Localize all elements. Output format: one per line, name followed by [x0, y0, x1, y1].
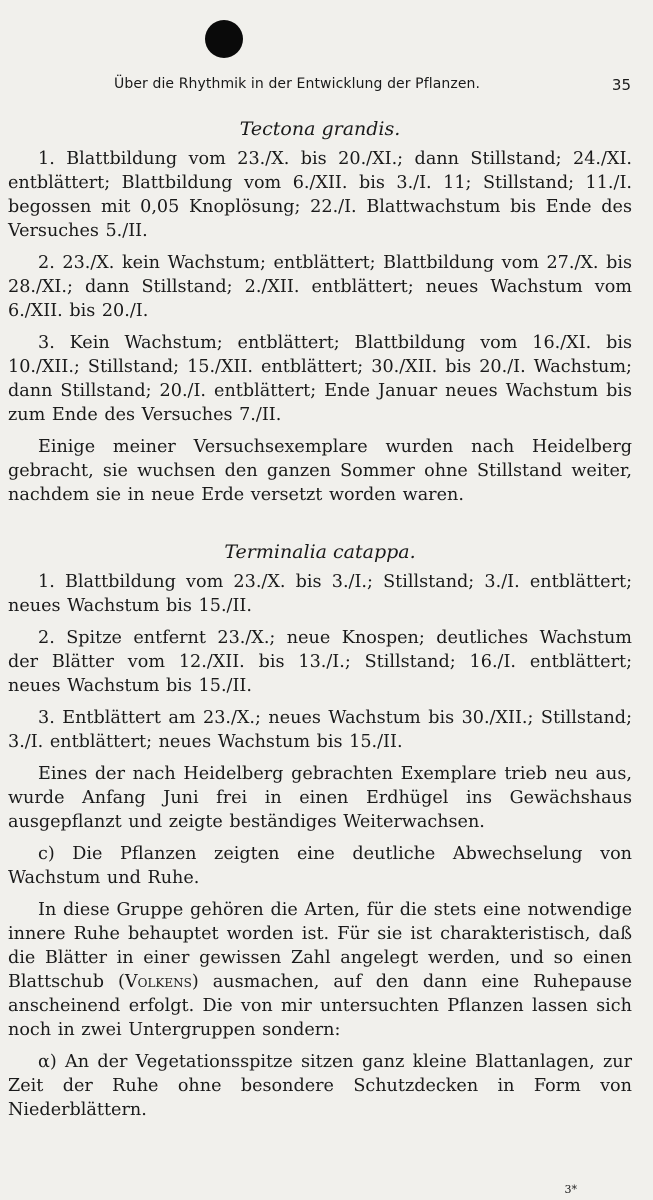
- punch-hole: [205, 20, 243, 58]
- running-head: [0, 76, 653, 100]
- text-run: ) ausmachen, auf den dann eine Ruhepause anscheinend erfolgt. Die von mir untersuchten Pflanzen lassen sich noch in zwei Untergruppen sondern:: [8, 972, 633, 1040]
- paragraph: 1. Blattbildung vom 23./X. bis 20./XI.; dann Stillstand; 24./XI. entblättert; Blattbildung vom 6./XII. bis 3./I. 11; Stillstand; 11./I. begossen mit 0,05 Knoplösung; 22./I. Blattwachstum bis Ende des Versuches 5./II.: [8, 149, 632, 241]
- page-body: [8, 116, 632, 1130]
- paragraph: 2. 23./X. kein Wachstum; entblättert; Blattbildung vom 27./X. bis 28./XI.; dann Stillstand; 2./XII. entblättert; neues Wachstum vom 6./XII. bis 20./I.: [8, 253, 632, 321]
- paragraph: α) An der Vegetationsspitze sitzen ganz kleine Blattanlagen, zur Zeit der Ruhe ohne besondere Schutzdecken in Form von Niederblättern.: [8, 1052, 632, 1120]
- paragraph: 3. Kein Wachstum; entblättert; Blattbildung vom 16./XI. bis 10./XII.; Stillstand; 15./XII. entblättert; 30./XII. bis 20./I. Wachstum; dann Stillstand; 20./I. entblättert; Ende Januar neues Wachstum bis zum Ende des Versuches 7./II.: [8, 333, 632, 425]
- page-number: 35: [611, 76, 631, 94]
- paragraph: Einige meiner Versuchsexemplare wurden nach Heidelberg gebracht, sie wuchsen den ganzen Sommer ohne Stillstand weiter, nachdem sie in neue Erde versetzt worden waren.: [8, 437, 632, 505]
- text-run: In diese Gruppe gehören die Arten, für die stets eine notwendige innere Ruhe behauptet worden ist. Für sie ist charakteristisch, daß die Blätter in einer gewissen Zahl angelegt werden, und so einen Blattschub (: [8, 900, 632, 992]
- section-heading-terminalia: Terminalia catappa.: [224, 541, 416, 563]
- paragraph: Eines der nach Heidelberg gebrachten Exemplare trieb neu aus, wurde Anfang Juni frei in einen Erdhügel ins Gewächshaus ausgepflanzt und zeigte beständiges Weiterwachsen.: [8, 764, 632, 832]
- section-heading-tectona: Tectona grandis.: [239, 118, 401, 140]
- paragraph: 1. Blattbildung vom 23./X. bis 3./I.; Stillstand; 3./I. entblättert; neues Wachstum bis 15./II.: [8, 572, 632, 616]
- paragraph: 3. Entblättert am 23./X.; neues Wachstum bis 30./XII.; Stillstand; 3./I. entblättert; neues Wachstum bis 15./II.: [8, 708, 632, 752]
- paragraph: 2. Spitze entfernt 23./X.; neue Knospen; deutliches Wachstum der Blätter vom 12./XII. bis 13./I.; Stillstand; 16./I. entblättert; neues Wachstum bis 15./II.: [8, 628, 632, 696]
- paragraph-group-description: [8, 898, 632, 1042]
- author-name: Volkens: [124, 972, 192, 992]
- paragraph: c) Die Pflanzen zeigten eine deutliche Abwechselung von Wachstum und Ruhe.: [8, 844, 632, 888]
- signature-mark: 3*: [564, 1183, 577, 1196]
- running-title: Über die Rhythmik in der Entwicklung der Pflanzen.: [114, 76, 481, 92]
